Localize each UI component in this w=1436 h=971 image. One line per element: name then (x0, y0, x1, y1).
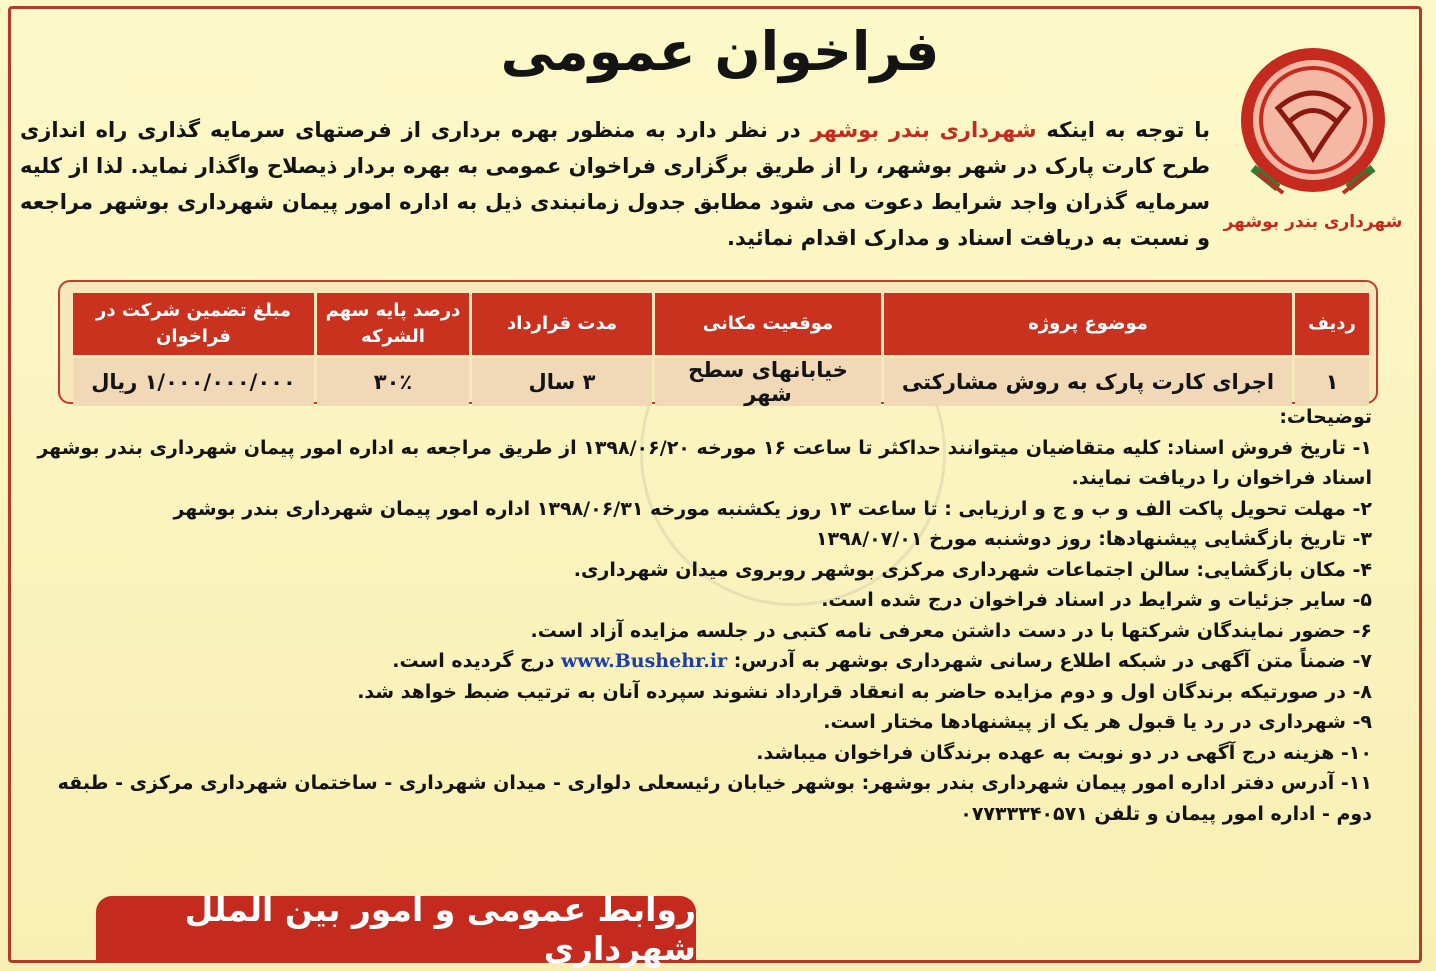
notes-heading: توضیحات: (1279, 406, 1372, 428)
logo-caption: شهرداری بندر بوشهر (1223, 212, 1403, 232)
notes-list (22, 433, 1372, 830)
header-duration: مدت قرارداد (472, 293, 652, 355)
note-7-prefix: ۷- ضمناً متن آگهی در شبکه اطلاع رسانی شهرداری بوشهر به آدرس: (727, 650, 1372, 672)
note-item: ۳- تاریخ بازگشایی پیشنهادها: روز دوشنبه مورخ ۱۳۹۸/۰۷/۰۱ (815, 528, 1372, 550)
cell-row-number: ۱ (1295, 358, 1369, 406)
table-header-row (73, 293, 1369, 355)
header-row-number: ردیف (1295, 293, 1369, 355)
note-item: ۱- تاریخ فروش اسناد: کلیه متقاضیان میتوانند حداکثر تا ساعت ۱۶ مورخه ۱۳۹۸/۰۶/۲۰ از طریق مراجعه به اداره امور پیمان شهرداری بندر بوشهر اسناد فراخوان را دریافت نمایند. (37, 436, 1372, 489)
cell-guarantee: ۱/۰۰۰/۰۰۰/۰۰۰ ریال (73, 358, 314, 406)
note-item: ۶- حضور نمایندگان شرکتها با در دست داشتن معرفی نامه کتبی در جلسه مزایده آزاد است. (530, 619, 1372, 642)
intro-text-before: با توجه به اینکه (1036, 118, 1210, 142)
header-subject: موضوع پروژه (884, 293, 1292, 355)
note-item: ۴- مکان بازگشایی: سالن اجتماعات شهرداری مرکزی بوشهر روبروی میدان شهرداری. (573, 558, 1372, 581)
header-guarantee: مبلغ تضمین شرکت در فراخوان (73, 293, 314, 355)
emblem-icon (1218, 38, 1408, 208)
intro-highlight: شهرداری بندر بوشهر (810, 118, 1037, 142)
footer-banner: روابط عمومی و امور بین الملل شهرداری (96, 896, 696, 962)
notes-section (22, 402, 1372, 829)
intro-paragraph (20, 112, 1210, 256)
cell-subject: اجرای کارت پارک به روش مشارکتی (884, 358, 1292, 406)
project-table (70, 290, 1372, 409)
note-item: ۱۱- آدرس دفتر اداره امور پیمان شهرداری بندر بوشهر: بوشهر خیابان رئیسعلی دلواری - میدان شهرداری - ساختمان شهرداری مرکزی - طبقه دوم - اداره امور پیمان و تلفن ۰۷۷۳۳۳۴۰۵۷۱ (57, 772, 1372, 825)
cell-duration: ۳ سال (472, 358, 652, 406)
note-item: ۱۰- هزینه درج آگهی در دو نوبت به عهده برندگان فراخوان میباشد. (756, 741, 1372, 764)
header-location: موقعیت مکانی (655, 293, 881, 355)
cell-location: خیابانهای سطح شهر (655, 358, 881, 406)
header-share: درصد پایه سهم الشرکه (317, 293, 469, 355)
table-row (73, 358, 1369, 406)
note-item-website (22, 646, 1372, 677)
note-item: ۸- در صورتیکه برندگان اول و دوم مزایده حاضر به انعقاد قرارداد نشوند سپرده آنان به ترتیب ضبط خواهد شد. (357, 680, 1372, 703)
page-title: فراخوان عمومی (500, 20, 940, 83)
intro-text-after: در نظر دارد به منظور بهره برداری از فرصتهای سرمایه گذاری راه اندازی طرح کارت پارک در شهر بوشهر، را از طریق برگزاری فراخوان عمومی به بهره بردار ذیصلاح واگذار نماید. لذا از کلیه سرمایه گذران واجد شرایط دعوت می شود مطابق جدول زمانبندی ذیل به اداره امور پیمان شهرداری بوشهر مراجعه و نسبت به دریافت اسناد و مدارک اقدام نمائید. (20, 118, 1210, 250)
cell-share: ۳۰٪ (317, 358, 469, 406)
website-link[interactable]: www.Bushehr.ir (560, 650, 728, 672)
note-item: ۵- سایر جزئیات و شرایط در اسناد فراخوان درج شده است. (821, 589, 1372, 611)
note-item: ۹- شهرداری در رد یا قبول هر یک از پیشنهادها مختار است. (823, 711, 1372, 733)
note-item: ۲- مهلت تحویل پاکت الف و ب و ج و ارزیابی : تا ساعت ۱۳ روز یکشنبه مورخه ۱۳۹۸/۰۶/۳۱ اداره امور پیمان شهرداری بندر بوشهر (173, 497, 1372, 520)
municipality-logo (1218, 38, 1408, 260)
note-7-suffix: درج گردیده است. (392, 650, 561, 672)
